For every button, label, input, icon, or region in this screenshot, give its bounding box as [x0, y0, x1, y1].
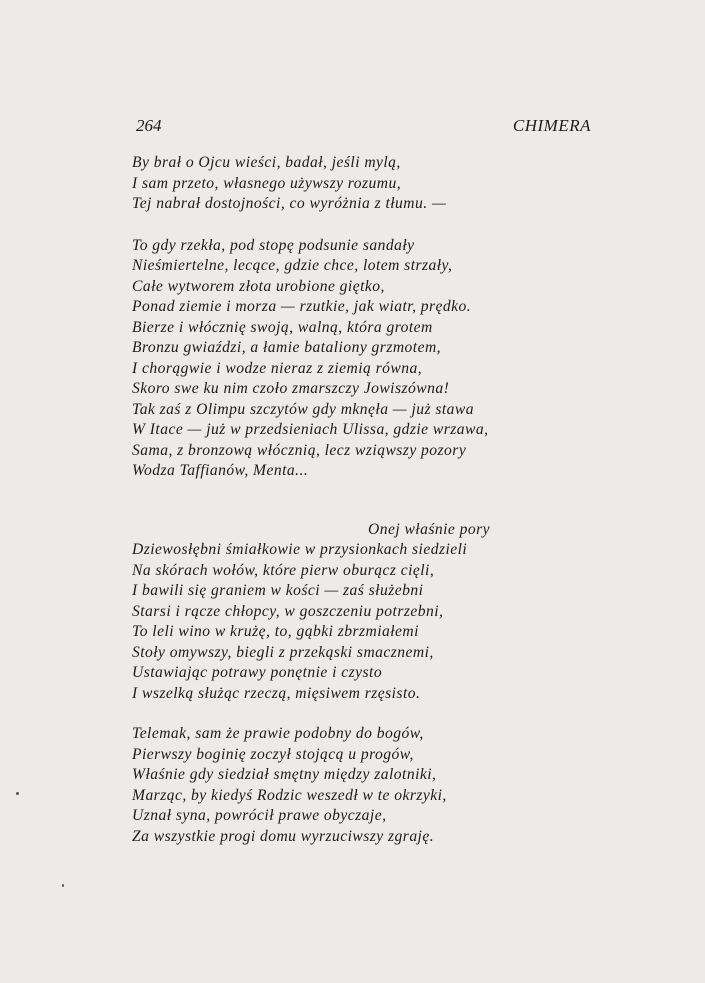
stanza-2 — [132, 236, 572, 482]
verse-line: Na skórach wołów, które pierw oburącz cięli, — [132, 561, 435, 579]
indented-verse-line: Onej właśnie pory — [368, 520, 490, 538]
verse-line: I chorągwie i wodze nieraz z ziemią równa, — [132, 359, 423, 377]
stanza-4 — [132, 724, 572, 847]
verse-line: To gdy rzekła, pod stopę podsunie sandały — [132, 236, 415, 254]
verse-line: By brał o Ojcu wieści, badał, jeśli mylą, — [132, 154, 401, 171]
verse-line: Ustawiając potrawy ponętnie i czysto — [132, 664, 383, 681]
verse-line: Pierwszy boginię zoczył stojącą u progów, — [132, 745, 414, 763]
verse-line: Za wszystkie progi domu wyrzuciwszy zgraję. — [132, 827, 435, 845]
stanza-1 — [132, 153, 572, 215]
verse-line: I wszelką służąc rzeczą, mięsiwem rzęsisto. — [132, 684, 421, 702]
verse-line: Ponad ziemie i morza — rzutkie, jak wiatr, prędko. — [132, 298, 472, 315]
verse-line: Sama, z bronzową włócznią, lecz wziąwszy pozory — [132, 441, 467, 459]
verse-line: I sam przeto, własnego używszy rozumu, — [132, 174, 402, 192]
verse-line: Skoro swe ku nim czoło zmarszczy Jowiszówna! — [132, 380, 450, 397]
page-number: 264 — [136, 116, 162, 135]
verse-line: W Itace — już w przedsieniach Ulissa, gdzie wrzawa, — [132, 421, 489, 438]
verse-line: Starsi i rącze chłopcy, w goszczeniu potrzebni, — [132, 602, 444, 620]
paper-speck — [62, 884, 64, 887]
verse-line: Bierze i włócznię swoją, walną, która grotem — [132, 318, 433, 336]
running-title: CHIMERA — [512, 116, 591, 135]
verse-line: Uznał syna, powrócił prawe obyczaje, — [132, 807, 387, 824]
verse-line: Marząc, by kiedyś Rodzic weszedł w te okrzyki, — [132, 786, 447, 804]
verse-line: Całe wytworem złota urobione giętko, — [132, 277, 385, 295]
verse-line: Telemak, sam że prawie podobny do bogów, — [132, 725, 424, 742]
verse-line: Dziewosłębni śmiałkowie w przysionkach siedzieli — [132, 541, 468, 558]
verse-line: Właśnie gdy siedział smętny między zalotniki, — [132, 766, 437, 783]
page-header — [136, 116, 591, 138]
verse-line: To leli wino w krużę, to, gąbki zbrzmiałemi — [132, 623, 419, 640]
verse-line: I bawili się graniem w kości — zaś służebni — [132, 582, 424, 599]
verse-line: Stoły omywszy, biegli z przekąski smacznemi, — [132, 643, 434, 661]
verse-line: Wodza Taffianów, Menta... — [132, 462, 309, 479]
paper-speck — [16, 792, 19, 795]
stanza-3 — [132, 520, 572, 705]
verse-line: Tej nabrał dostojności, co wyróżnia z tłumu. — — [132, 195, 447, 212]
verse-line: Tak zaś z Olimpu szczytów gdy mknęła — już stawa — [132, 400, 475, 418]
verse-line: Nieśmiertelne, lecące, gdzie chce, lotem strzały, — [132, 257, 453, 274]
poem-text — [132, 153, 572, 847]
verse-line: Bronzu gwiaździ, a łamie bataliony grzmotem, — [132, 339, 442, 356]
